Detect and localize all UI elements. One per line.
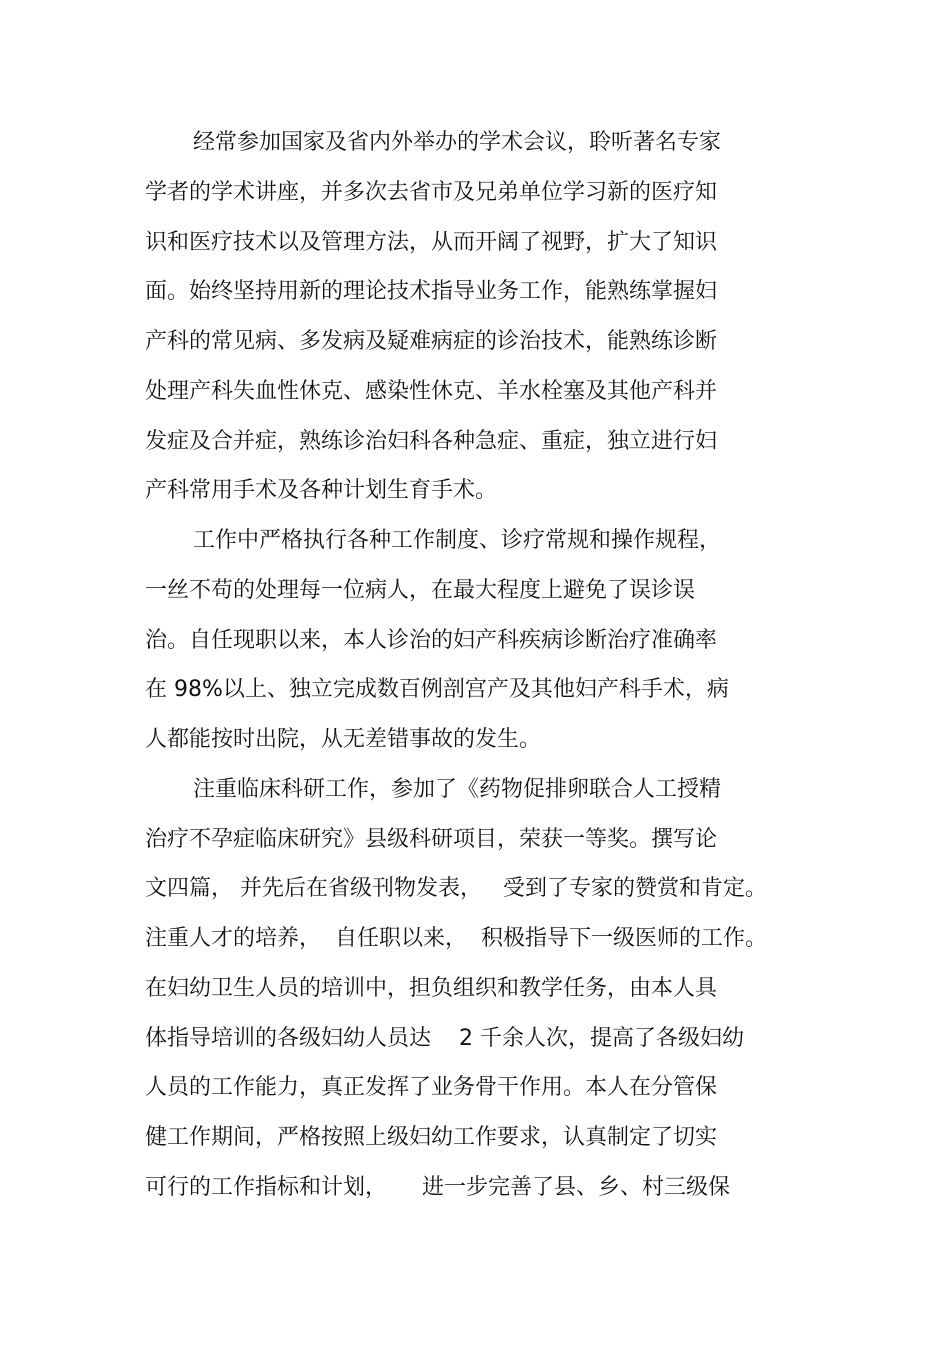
paragraph-line: 面。始终坚持用新的理论技术指导业务工作，能熟练掌握妇: [145, 279, 718, 305]
paragraph-line: 健工作期间，严格按照上级妇幼工作要求，认真制定了切实: [145, 1125, 718, 1150]
paragraph-line: 文四篇， 并先后在省级刊物发表， 受到了专家的赞赏和肯定。: [145, 876, 767, 902]
paragraph-line: 学者的学术讲座，并多次去省市及兄弟单位学习新的医疗知: [145, 179, 718, 205]
paragraph-line: 可行的工作指标和计划， 进一步完善了县、乡、村三级保: [145, 1174, 730, 1200]
paragraph-line: 识和医疗技术以及管理方法，从而开阔了视野，扩大了知识: [145, 229, 718, 255]
paragraph-line: 治。自任现职以来，本人诊治的妇产科疾病诊断治疗准确率: [145, 627, 718, 653]
paragraph-line: 体指导培训的各级妇幼人员达 2 千余人次，提高了各级妇幼: [145, 1025, 744, 1051]
paragraph-line: 人员的工作能力，真正发挥了业务骨干作用。本人在分管保: [145, 1075, 718, 1101]
paragraph-line: 在妇幼卫生人员的培训中，担负组织和教学任务，由本人具: [145, 975, 718, 1001]
paragraph-line: 在 98%以上、独立完成数百例剖宫产及其他妇产科手术，病: [145, 677, 729, 703]
paragraph-line: 人都能按时出院，从无差错事故的发生。: [145, 727, 542, 752]
paragraph-line: 产科的常见病、多发病及疑难病症的诊治技术，能熟练诊断: [145, 329, 718, 354]
paragraph-line: 注重临床科研工作，参加了《药物促排卵联合人工授精: [193, 776, 722, 802]
body-text: [145, 118, 795, 1213]
paragraph-line: 发症及合并症，熟练诊治妇科各种急症、重症，独立进行妇: [145, 428, 718, 454]
paragraph-line: 治疗不孕症临床研究》县级科研项目，荣获一等奖。撰写论: [145, 826, 718, 852]
paragraph-line: 经常参加国家及省内外举办的学术会议，聆听著名专家: [193, 130, 722, 155]
paragraph-line: 工作中严格执行各种工作制度、诊疗常规和操作规程，: [193, 528, 722, 553]
paragraph-line: 处理产科失血性休克、感染性休克、羊水栓塞及其他产科并: [145, 378, 718, 404]
paragraph-line: 注重人才的培养， 自任职以来， 积极指导下一级医师的工作。: [145, 926, 767, 951]
paragraph-line: 产科常用手术及各种计划生育手术。: [145, 478, 498, 504]
paragraph-line: 一丝不苟的处理每一位病人，在最大程度上避免了误诊误: [145, 577, 696, 603]
